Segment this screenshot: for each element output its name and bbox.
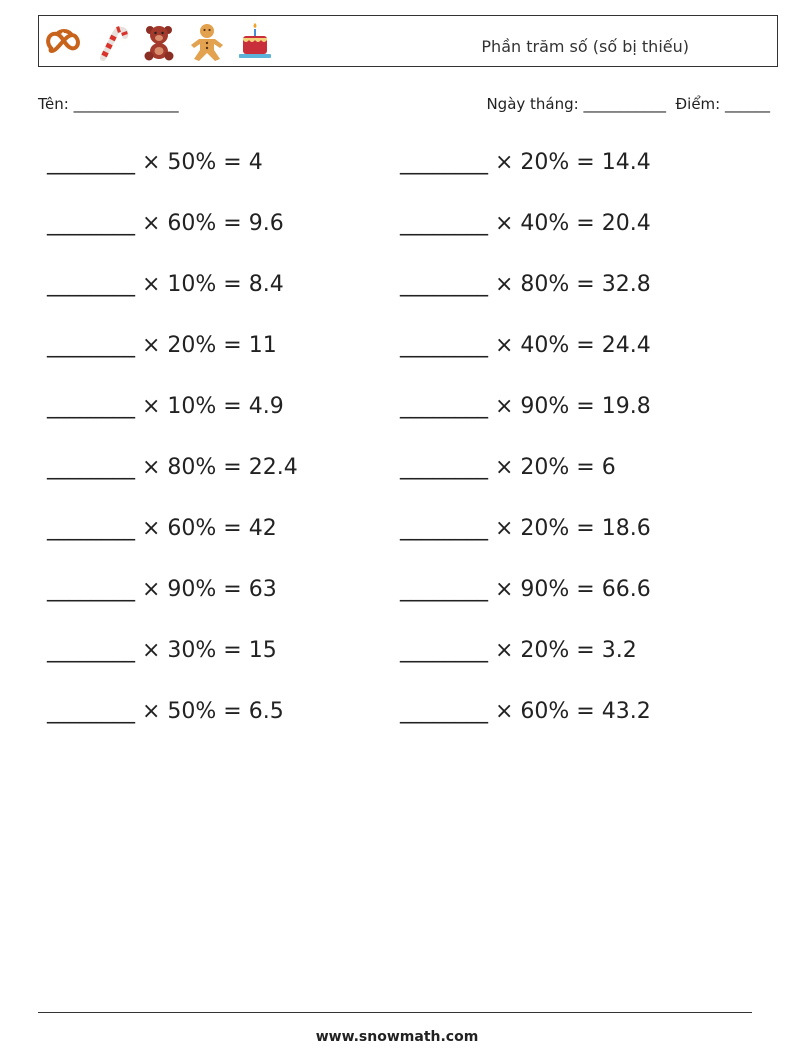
- problem-item: ________ × 20% = 14.4: [400, 150, 651, 175]
- problem-item: ________ × 50% = 6.5: [47, 699, 284, 724]
- problem-item: ________ × 90% = 19.8: [400, 394, 651, 419]
- score-blank: ______: [725, 95, 770, 113]
- problem-item: ________ × 60% = 42: [47, 516, 277, 541]
- problem-item: ________ × 20% = 18.6: [400, 516, 651, 541]
- name-blank: ______________: [73, 95, 179, 113]
- problem-item: ________ × 20% = 6: [400, 455, 616, 480]
- problem-item: ________ × 50% = 4: [47, 150, 263, 175]
- problem-item: ________ × 40% = 24.4: [400, 333, 651, 358]
- pretzel-icon: [43, 22, 83, 62]
- worksheet-header: [38, 15, 778, 67]
- problem-item: ________ × 30% = 15: [47, 638, 277, 663]
- name-field: [38, 95, 179, 113]
- score-label: Điểm:: [675, 95, 721, 113]
- problem-item: ________ × 90% = 63: [47, 577, 277, 602]
- problem-item: ________ × 10% = 8.4: [47, 272, 284, 297]
- problem-item: ________ × 80% = 32.8: [400, 272, 651, 297]
- problem-item: ________ × 90% = 66.6: [400, 577, 651, 602]
- worksheet-title: Phần trăm số (số bị thiếu): [481, 37, 689, 56]
- problem-item: ________ × 20% = 11: [47, 333, 277, 358]
- date-label: Ngày tháng:: [486, 95, 579, 113]
- candy-cane-icon: [91, 22, 131, 62]
- footer-website: www.snowmath.com: [315, 1029, 479, 1045]
- date-blank: ___________: [583, 95, 666, 113]
- problem-item: ________ × 20% = 3.2: [400, 638, 637, 663]
- footer-divider: [38, 1012, 752, 1013]
- problem-item: ________ × 60% = 43.2: [400, 699, 651, 724]
- problem-item: ________ × 40% = 20.4: [400, 211, 651, 236]
- problem-item: ________ × 10% = 4.9: [47, 394, 284, 419]
- problem-item: ________ × 80% = 22.4: [47, 455, 298, 480]
- date-score-fields: [486, 95, 770, 113]
- birthday-cake-icon: [235, 22, 275, 62]
- gingerbread-man-icon: [187, 22, 227, 62]
- header-icons: [43, 22, 283, 62]
- teddy-bear-icon: [139, 22, 179, 62]
- problem-item: ________ × 60% = 9.6: [47, 211, 284, 236]
- name-label: Tên:: [38, 95, 69, 113]
